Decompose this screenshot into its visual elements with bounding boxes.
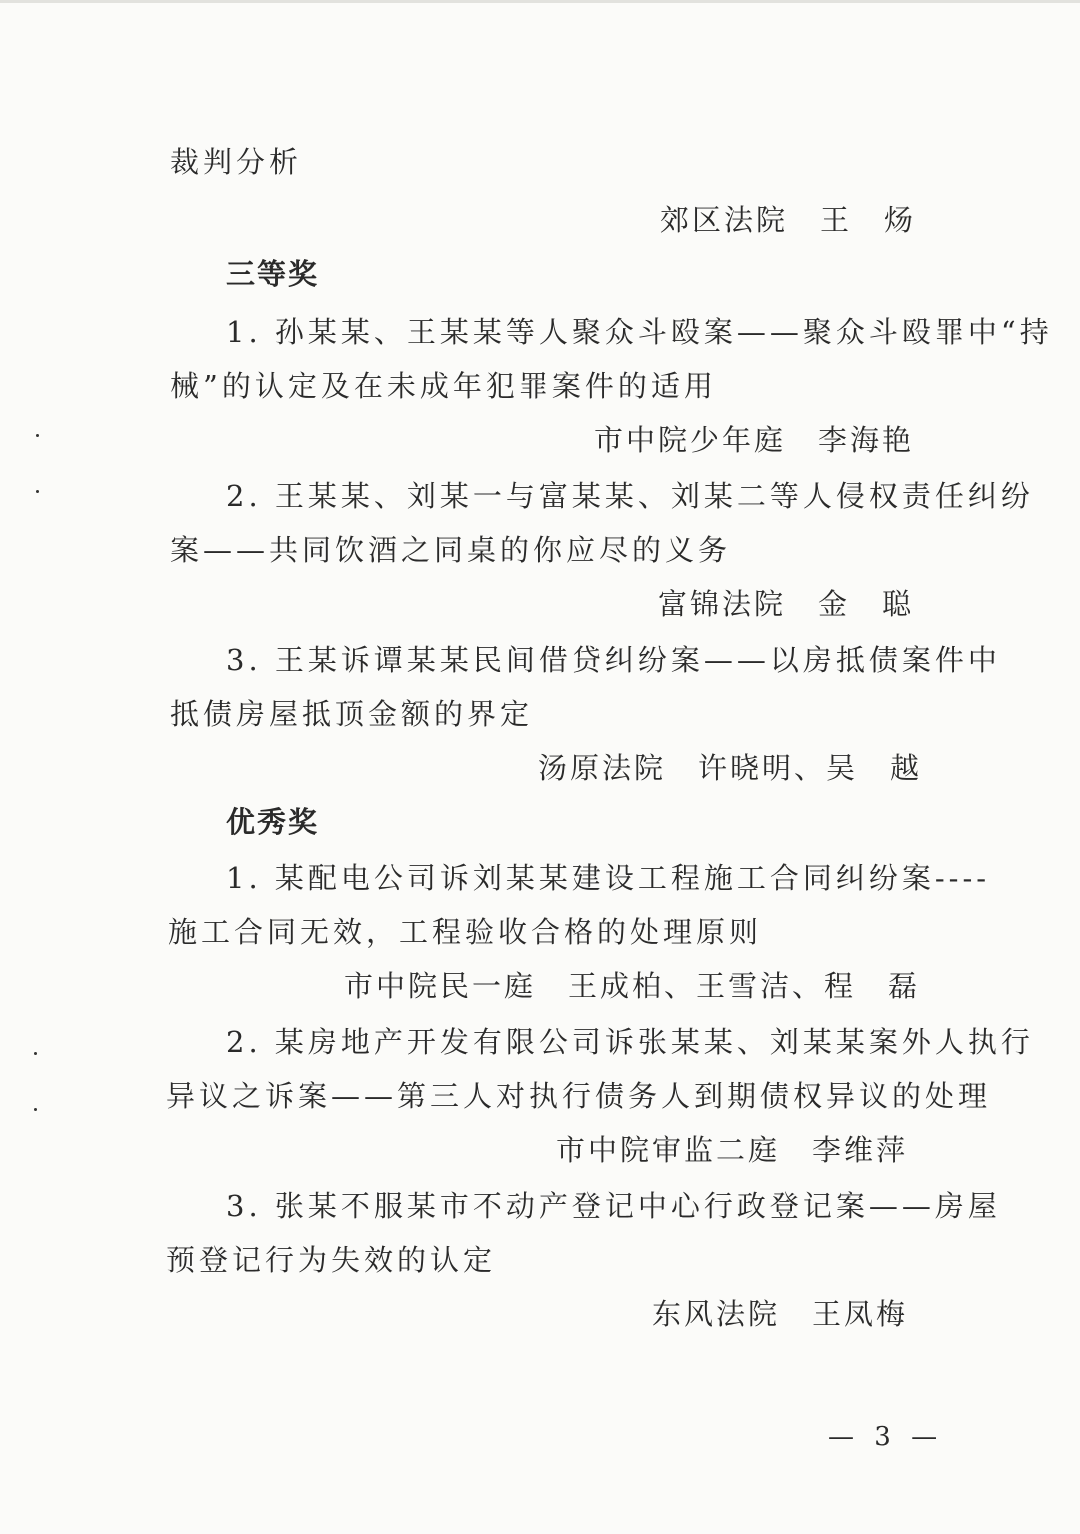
scan-artifact [34, 1052, 37, 1055]
scan-edge [0, 0, 1080, 3]
section-heading-excellence: 优秀奖 [226, 805, 320, 839]
section-heading-third-prize: 三等奖 [226, 257, 320, 291]
author-line-3-2: 富锦法院 金 聪 [657, 587, 914, 621]
author-line-e-3: 东风法院 王凤梅 [651, 1297, 908, 1331]
case-title-e-2: 2. 某房地产开发有限公司诉张某某、刘某某案外人执行 [226, 1025, 1034, 1059]
author-line-3-1: 市中院少年庭 李海艳 [593, 423, 914, 457]
case-title-3-1: 1. 孙某某、王某某等人聚众斗殴案——聚众斗殴罪中“持 [226, 315, 1053, 349]
line-1: 裁判分析 [170, 145, 303, 179]
author-line-e-1: 市中院民一庭 王成柏、王雪洁、程 磊 [343, 969, 920, 1003]
case-title-3-1-cont: 械”的认定及在未成年犯罪案件的适用 [170, 369, 717, 403]
scan-artifact [36, 434, 39, 437]
case-title-e-2-cont: 异议之诉案——第三人对执行债务人到期债权异议的处理 [166, 1079, 992, 1113]
author-line-3-3: 汤原法院 许晓明、吴 越 [537, 751, 922, 785]
author-line-1: 郊区法院 王 炀 [659, 203, 916, 237]
scan-artifact [36, 490, 39, 493]
case-title-e-3: 3. 张某不服某市不动产登记中心行政登记案——房屋 [226, 1189, 1001, 1223]
case-title-e-1-cont: 施工合同无效，工程验收合格的处理原则 [168, 915, 763, 949]
case-title-3-3: 3. 王某诉谭某某民间借贷纠纷案——以房抵债案件中 [226, 643, 1001, 677]
case-title-3-2: 2. 王某某、刘某一与富某某、刘某二等人侵权责任纠纷 [226, 479, 1034, 513]
case-title-e-1: 1. 某配电公司诉刘某某建设工程施工合同纠纷案---- [226, 861, 991, 895]
case-title-3-3-cont: 抵债房屋抵顶金额的界定 [170, 697, 534, 731]
case-title-3-2-cont: 案——共同饮酒之同桌的你应尽的义务 [170, 533, 732, 567]
author-line-e-2: 市中院审监二庭 李维萍 [555, 1133, 908, 1167]
page-number: — 3 — [828, 1422, 944, 1452]
case-title-e-3-cont: 预登记行为失效的认定 [166, 1243, 497, 1277]
scan-artifact [34, 1108, 37, 1111]
